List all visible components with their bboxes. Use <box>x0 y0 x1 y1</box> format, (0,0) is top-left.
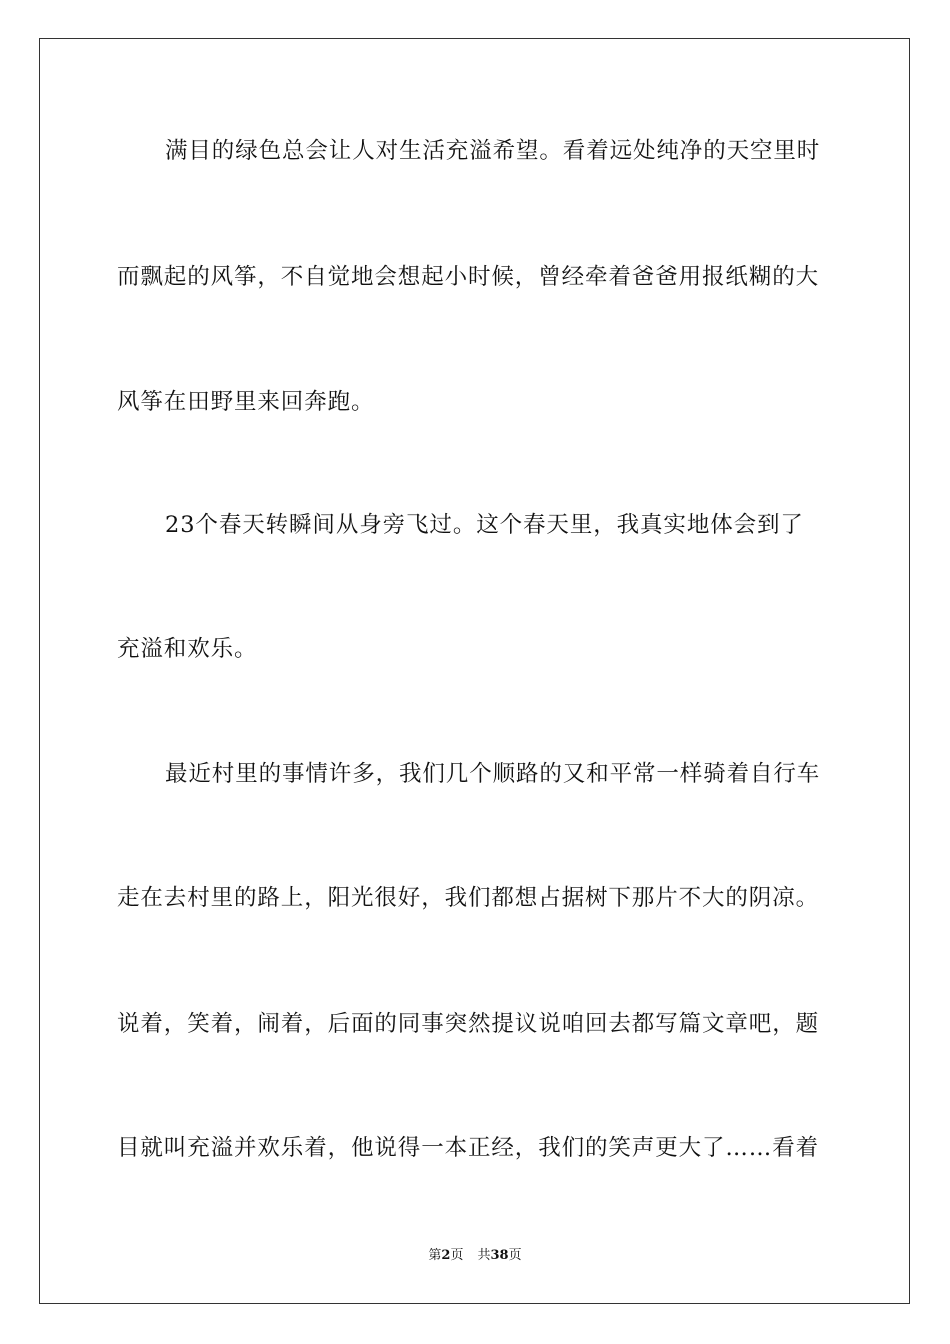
paragraph-line: 满目的绿色总会让人对生活充溢希望。看着远处纯净的天空里时 <box>165 138 821 164</box>
page-number: 2 <box>441 1248 451 1263</box>
page-footer <box>0 1247 950 1265</box>
paragraph-line: 说着，笑着，闹着，后面的同事突然提议说咱回去都写篇文章吧，题 <box>117 1011 820 1037</box>
paragraph-line: 而飘起的风筝，不自觉地会想起小时候，曾经牵着爸爸用报纸糊的大 <box>117 264 820 290</box>
total-suffix: 页 <box>508 1248 522 1263</box>
page-prefix: 第 <box>428 1248 442 1263</box>
paragraph-line: 目就叫充溢并欢乐着，他说得一本正经，我们的笑声更大了……看着 <box>117 1135 820 1161</box>
total-prefix: 共 <box>477 1248 491 1263</box>
paragraph-line: 走在去村里的路上，阳光很好，我们都想占据树下那片不大的阴凉。 <box>117 885 820 911</box>
paragraph-line: 风筝在田野里来回奔跑。 <box>117 389 375 415</box>
page-suffix: 页 <box>450 1248 464 1263</box>
paragraph-line: 充溢和欢乐。 <box>117 636 258 662</box>
paragraph-line: 23个春天转瞬间从身旁飞过。这个春天里，我真实地体会到了 <box>165 512 804 538</box>
page-border <box>39 38 910 1304</box>
total-pages: 38 <box>490 1248 509 1263</box>
paragraph-line: 最近村里的事情许多，我们几个顺路的又和平常一样骑着自行车 <box>165 761 821 787</box>
